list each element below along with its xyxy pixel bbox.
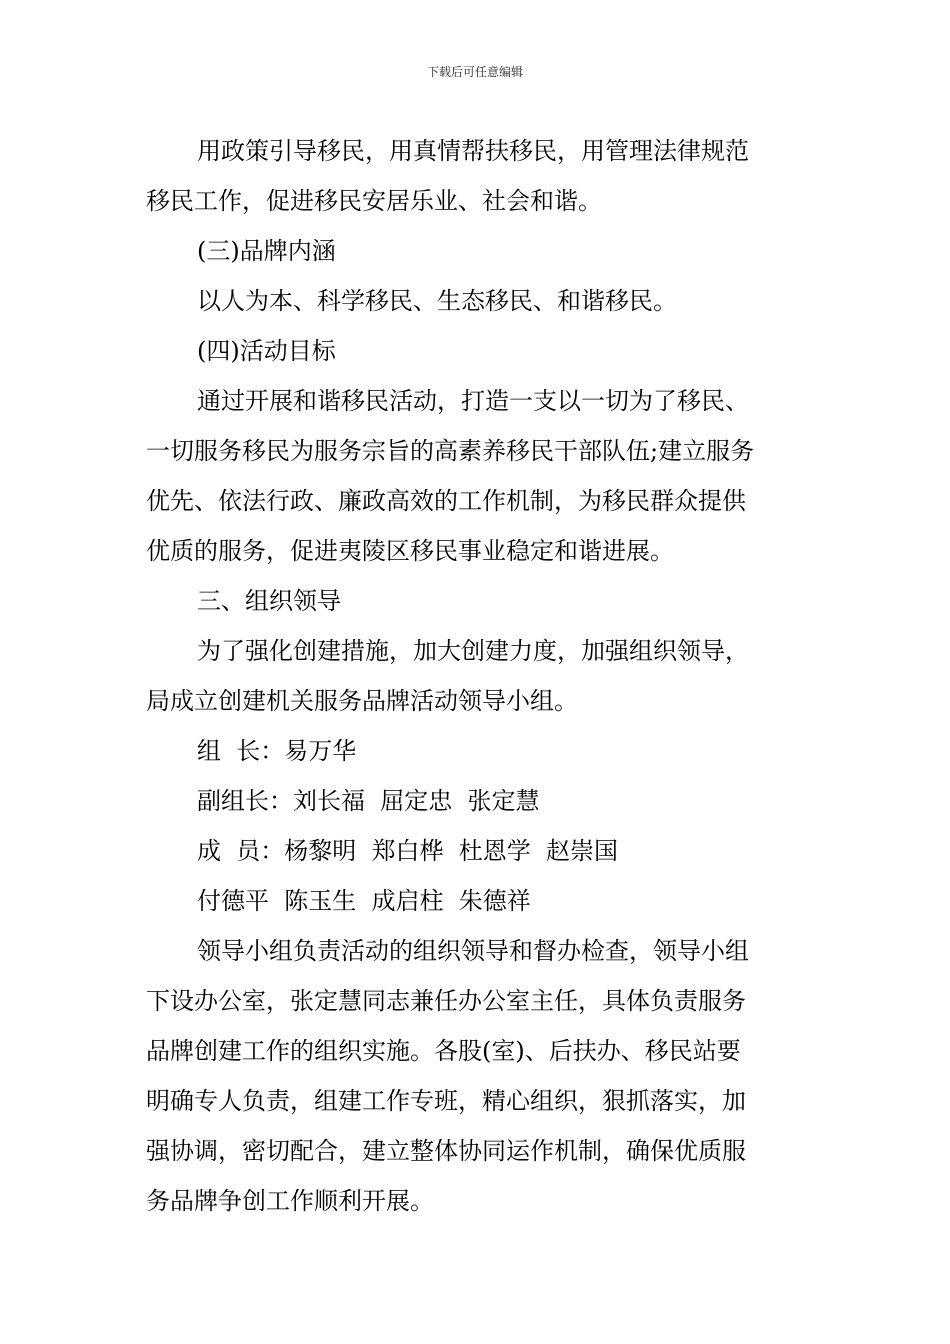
section-heading: (四)活动目标: [197, 337, 336, 365]
paragraph-line: 移民工作，促进移民安居乐业、社会和谐。: [146, 187, 602, 215]
paragraph-line: 明确专人负责，组建工作专班，精心组织，狠抓落实，加: [146, 1087, 746, 1115]
paragraph-line: 品牌创建工作的组织实施。各股(室)、后扶办、移民站要: [146, 1037, 741, 1065]
member-line: 组 长：易万华: [197, 737, 357, 765]
paragraph-line: 一切服务移民为服务宗旨的高素养移民干部队伍;建立服务: [146, 437, 755, 465]
paragraph-line: 强协调，密切配合，建立整体协同运作机制，确保优质服: [146, 1137, 746, 1165]
paragraph-line: 为了强化创建措施，加大创建力度，加强组织领导，: [197, 637, 749, 665]
paragraph-line: 优质的服务，促进夷陵区移民事业稳定和谐进展。: [146, 537, 674, 565]
paragraph-line: 通过开展和谐移民活动，打造一支以一切为了移民、: [197, 387, 749, 415]
section-heading: 三、组织领导: [197, 587, 341, 615]
member-line: 付德平 陈玉生 成启柱 朱德祥: [197, 887, 531, 915]
section-heading: (三)品牌内涵: [197, 237, 336, 265]
member-line: 副组长：刘长福 屈定忠 张定慧: [197, 787, 540, 815]
member-line: 成 员：杨黎明 郑白桦 杜恩学 赵崇国: [197, 837, 619, 865]
paragraph-line: 务品牌争创工作顺利开展。: [146, 1187, 434, 1215]
paragraph-line: 领导小组负责活动的组织领导和督办检查，领导小组: [197, 937, 749, 965]
paragraph-line: 优先、依法行政、廉政高效的工作机制，为移民群众提供: [146, 487, 746, 515]
page-header: 下载后可任意编辑: [426, 65, 523, 79]
paragraph-line: 局成立创建机关服务品牌活动领导小组。: [146, 687, 578, 715]
paragraph-line: 用政策引导移民，用真情帮扶移民，用管理法律规范: [197, 137, 749, 165]
paragraph-line: 以人为本、科学移民、生态移民、和谐移民。: [197, 287, 677, 315]
paragraph-line: 下设办公室，张定慧同志兼任办公室主任，具体负责服务: [146, 987, 746, 1015]
document-body: [146, 126, 810, 1226]
